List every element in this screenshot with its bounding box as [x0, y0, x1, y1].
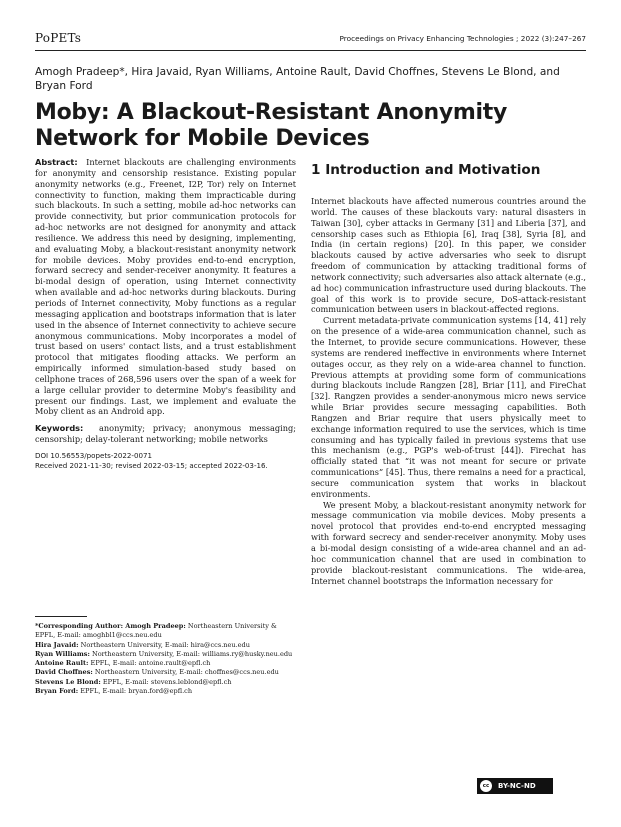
abstract-label: Abstract: [35, 157, 78, 167]
footnote-item [35, 650, 296, 659]
keywords-label: Keywords: [35, 423, 84, 434]
body-paragraph: Current metadata-private communication systems [14, 41] rely on the presence of a wide-area communication channel, such as the Internet, to provide secure communications. However, these systems are rendered ineffective in environments where Internet outages occur, as they rely on a wide-area channel to function. Previous attempts at providing some form of communications during blackouts include Rangzen [28], Briar [11], and FireChat [32]. Rangzen provides a sender-anonymous micro news service while Briar provides secure messaging capabilities. Both Rangzen and Briar require that users physically meet to exchange information required to use the services, which is time consuming and has typically failed in previous systems that use this mechanism (e.g., PGP's web-of-trust [44]). Firechat has officially stated that “it was not meant for secure or private communications” [45]. Thus, there remains a need for a practical, secure communication system that works in blackout environments. [311, 315, 586, 499]
footnote-affiliation: EPFL, E-mail: antoine.rault@epfl.ch [90, 659, 211, 668]
footnote-divider [35, 616, 87, 617]
abstract-column [35, 157, 296, 471]
footnote-item [35, 659, 296, 668]
body-paragraph: Internet blackouts have affected numerous countries around the world. The causes of these blackouts vary: natural disasters in Taiwan [30], cyber attacks in Germany [31] and Liberia [37], and censorship cases such as Ethiopia [6], Iraq [38], Syria [8], and India (in certain regions) [20]. In this paper, we consider blackouts caused by active adversaries who seek to disrupt freedom of communication by attacking traditional forms of network connectivity; such adversaries also attack alternate (e.g., ad hoc) communication infrastructure used during blackouts. The goal of this work is to provide secure, DoS-attack-resistant communication between users in blackout-affected regions. [311, 196, 586, 315]
footnote-author: David Choffnes: [35, 668, 93, 677]
footnote-item [35, 622, 296, 641]
footnote-author: Ryan Williams: [35, 649, 90, 658]
footnote-affiliation: Northeastern University & EPFL, E-mail: amoghbl1@ccs.neu.edu [35, 622, 277, 640]
header-divider [35, 50, 586, 51]
footnote-affiliation: EPFL, E-mail: bryan.ford@epfl.ch [80, 687, 193, 696]
received-dates: Received 2021-11-30; revised 2022-03-15; accepted 2022-03-16. [35, 460, 268, 470]
footnote-author: *Corresponding Author: Amogh Pradeep: [35, 622, 186, 630]
abstract [35, 157, 296, 417]
license-badge[interactable] [477, 778, 553, 794]
body-paragraph: We present Moby, a blackout-resistant anonymity network for message communication via mobile devices. Moby presents a novel protocol that provides end-to-end encrypted messaging with forward secrecy and sender-receiver anonymity. Moby uses a bi-modal design consisting of a wide-area channel and an ad-hoc communication channel that are used in combination to provide blackout-resistant communications. The wide-area, Internet channel bootstraps the information necessary for [311, 499, 586, 586]
doi: DOI 10.56553/popets-2022-0071 [35, 450, 153, 460]
footnote-item [35, 641, 296, 650]
creative-commons-icon: cc [480, 780, 492, 792]
journal-name: PoPETs [35, 31, 82, 45]
author-list: Amogh Pradeep*, Hira Javaid, Ryan Williams, Antoine Rault, David Choffnes, Stevens Le Blond, and Bryan Ford [35, 66, 560, 92]
author-footnotes [35, 622, 296, 696]
publication-info [35, 451, 296, 471]
footnote-author: Antoine Rault: [35, 659, 89, 668]
footnote-author: Hira Javaid: [35, 640, 79, 649]
footnote-affiliation: Northeastern University, E-mail: choffnes@ccs.neu.edu [94, 668, 279, 677]
footnote-affiliation: Northeastern University, E-mail: williams.ry@husky.neu.edu [91, 649, 293, 658]
keywords-text: anonymity; privacy; anonymous messaging; censorship; delay-tolerant networking; mobile networks [35, 423, 296, 445]
footnote-author: Bryan Ford: [35, 687, 79, 696]
paper-title: Moby: A Blackout-Resistant Anonymity Network for Mobile Devices [35, 100, 508, 151]
footnote-author: Stevens Le Blond: [35, 677, 101, 686]
footnote-affiliation: EPFL, E-mail: stevens.leblond@epfl.ch [102, 677, 232, 686]
proceedings-citation: Proceedings on Privacy Enhancing Technologies ; 2022 (3):247–267 [339, 34, 586, 43]
footnote-affiliation: Northeastern University, E-mail: hira@ccs.neu.edu [80, 640, 250, 649]
footnote-item [35, 687, 296, 696]
section-heading: 1 Introduction and Motivation [311, 162, 541, 178]
license-label: BY-NC-ND [498, 782, 536, 790]
footnote-item [35, 668, 296, 677]
abstract-text: Internet blackouts are challenging environments for anonymity and censorship resistance. Existing popular anonymity networks (e.g., Freenet, I2P, Tor) rely on Internet connectivity to function, making them impracticable during such blackouts. In such a setting, mobile ad-hoc networks can provide connectivity, but prior communication protocols for ad-hoc networks are not designed for anonymity and attack resilience. We address this need by designing, implementing, and evaluating Moby, a blackout-resistant anonymity network for mobile devices. Moby provides end-to-end encryption, forward secrecy and sender-receiver anonymity. It features a bi-modal design of operation, using Internet connectivity when available and ad-hoc networks during blackouts. During periods of Internet connectivity, Moby functions as a regular messaging application and bootstraps information that is later used in the absence of Internet connectivity to achieve secure anonymous communications. Moby incorporates a model of trust based on users' contact lists, and a trust establishment protocol that mitigates flooding attacks. We perform an empirically informed simulation-based study based on cellphone traces of 268,596 users over the span of a week for a large cellular provider to determine Moby's feasibility and present our findings. Last, we implement and evaluate the Moby client as an Android app. [35, 157, 296, 417]
footnote-item [35, 678, 296, 687]
keywords [35, 423, 296, 445]
introduction-column [311, 157, 586, 586]
